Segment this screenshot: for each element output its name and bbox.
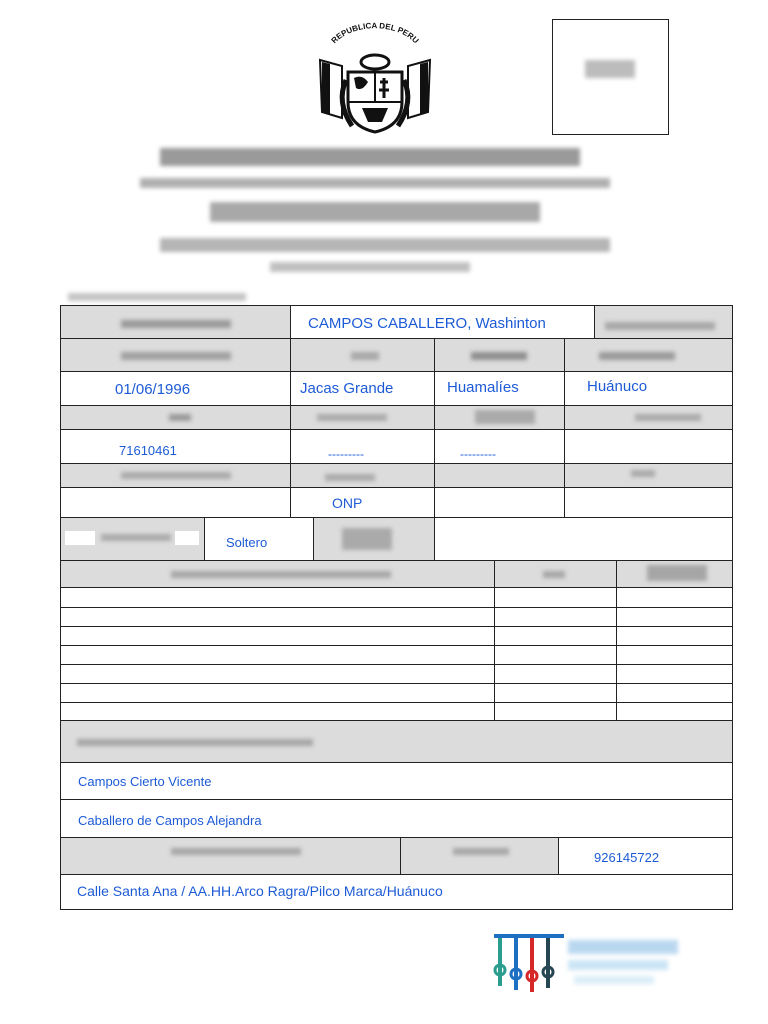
pension: ONP	[332, 495, 363, 511]
province: Huamalíes	[447, 379, 519, 396]
svg-text:REPUBLICA DEL PERU	[330, 22, 421, 45]
id4-label-cell	[564, 405, 733, 430]
field3-cell	[434, 429, 565, 464]
birth-date: 01/06/1996	[115, 381, 191, 398]
row8-value-cell	[434, 517, 733, 561]
row8-label-cell	[313, 517, 435, 561]
name-value-cell	[290, 305, 595, 339]
row6-label-3	[434, 463, 565, 488]
birth-label-cell	[60, 338, 291, 372]
civil-value-cell	[204, 517, 314, 561]
photo-box	[552, 19, 669, 135]
row6-label-1	[60, 463, 291, 488]
parents-header-cell	[60, 720, 733, 763]
dni: 71610461	[119, 443, 177, 458]
department: Huánuco	[587, 378, 648, 395]
children-header-2	[494, 560, 617, 588]
footer-logo	[490, 930, 690, 1000]
address-label-cell	[60, 837, 401, 875]
pension-cell	[290, 487, 435, 518]
id3-label-cell	[434, 405, 565, 430]
header-line-1	[160, 148, 580, 166]
field2-cell	[290, 429, 435, 464]
section-caption	[68, 293, 246, 301]
row6-label-2	[290, 463, 435, 488]
phone: 926145722	[594, 850, 660, 865]
mother-name: Caballero de Campos Alejandra	[78, 813, 262, 828]
mother-cell	[60, 799, 733, 838]
father-cell	[60, 762, 733, 800]
full-name: CAMPOS CABALLERO, Washinton	[308, 315, 546, 332]
header-line-3	[210, 202, 540, 222]
department-label-cell	[564, 338, 733, 372]
province-label-cell	[434, 338, 565, 372]
header-line-5	[270, 262, 470, 272]
peru-seal	[312, 22, 438, 134]
father-name: Campos Cierto Vicente	[78, 774, 212, 789]
dni-cell	[60, 429, 291, 464]
children-header-1	[60, 560, 495, 588]
address: Calle Santa Ana / AA.HH.Arco Ragra/Pilco Marca/Huánuco	[77, 883, 443, 899]
header-line-4	[160, 238, 610, 252]
phone-cell	[558, 837, 733, 875]
civil-label-cell	[60, 517, 205, 561]
id2-label-cell	[290, 405, 435, 430]
field-2: ---------	[328, 447, 364, 461]
name-extra-cell	[594, 305, 733, 339]
address-cell	[60, 874, 733, 910]
header-title-block	[0, 140, 768, 280]
birth-date-cell	[60, 371, 291, 406]
district-cell	[290, 371, 435, 406]
district-label-cell	[290, 338, 435, 372]
row7-cell-3	[434, 487, 565, 518]
children-table-body	[60, 587, 733, 721]
province-cell	[434, 371, 565, 406]
dni-label-cell	[60, 405, 291, 430]
field4-cell	[564, 429, 733, 464]
department-cell	[564, 371, 733, 406]
name-label-cell	[60, 305, 291, 339]
seal-caption: REPUBLICA DEL PERU	[329, 22, 421, 46]
row7-cell-4	[564, 487, 733, 518]
row6-label-4	[564, 463, 733, 488]
row7-cell-1	[60, 487, 291, 518]
children-header-3	[616, 560, 733, 588]
civil-status: Soltero	[226, 535, 268, 550]
header-line-2	[140, 178, 610, 188]
district: Jacas Grande	[300, 380, 394, 397]
field-3: ---------	[460, 447, 496, 461]
phone-label-cell	[400, 837, 559, 875]
photo-placeholder	[585, 60, 635, 78]
